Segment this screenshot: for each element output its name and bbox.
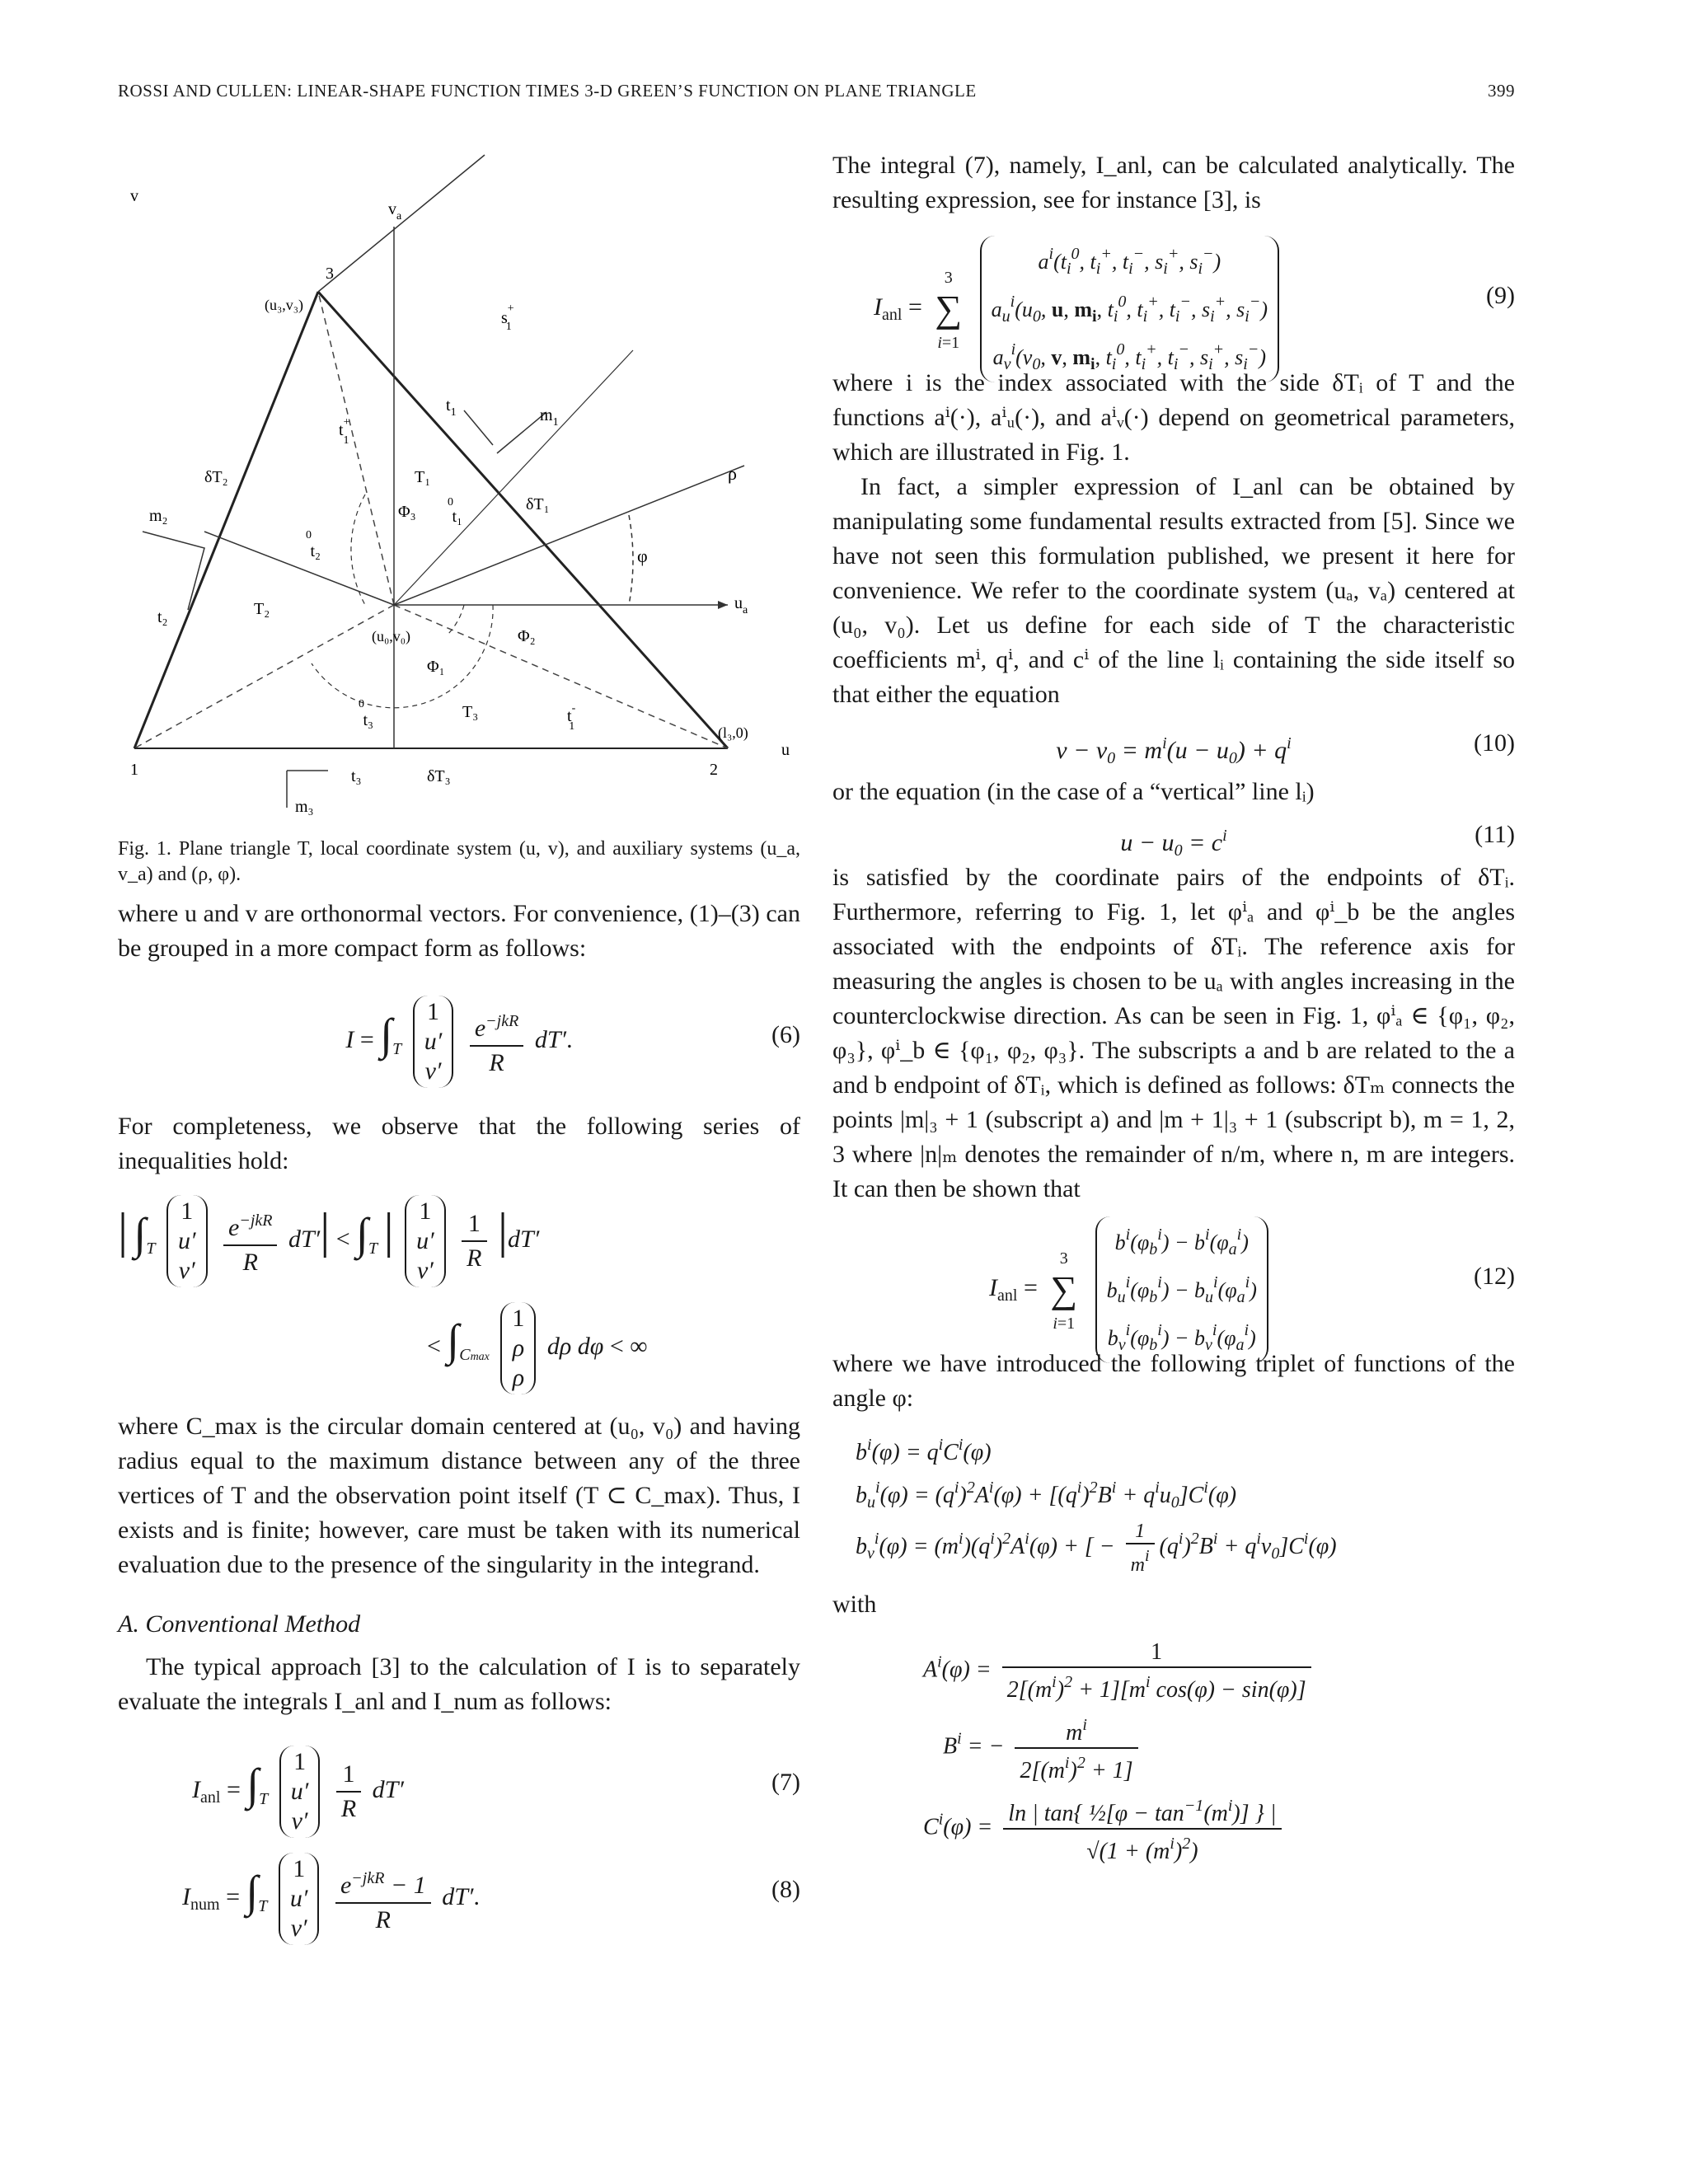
- label-m2: m₂: [149, 507, 168, 525]
- label-T2: T₂: [254, 600, 270, 618]
- t1-arrow: [464, 410, 493, 445]
- label-dT3: δT₃: [427, 767, 451, 785]
- figure-caption: Fig. 1. Plane triangle T, local coordinate system (u, v), and auxiliary systems (u_a, v_a) and (ρ, φ).: [118, 838, 800, 885]
- label-phi2: Φ₂: [518, 627, 536, 645]
- equation-11-body: $u - u_0 = c^i$: [1120, 827, 1227, 860]
- equation-8: [118, 1836, 800, 1943]
- eq8-number: (8): [771, 1876, 800, 1903]
- eq12-number: (12): [1474, 1263, 1515, 1290]
- inequality-line-2: < $\int_{Cmax}$ 1 ρ ρ dρ dφ < ∞: [427, 1302, 648, 1394]
- eq11-number: (11): [1475, 821, 1515, 848]
- page-number: 399: [1488, 81, 1515, 101]
- label-dT2: δT₂: [204, 468, 228, 486]
- inequality-line-1: | $\int_T$ 1 u′ v′ $\frac{e^{-jkR}}{R}$ $dT'| < \int_T$ | 1 u′ v′ $\frac{1}{R}$ |dT′: [118, 1195, 539, 1287]
- b-functions: [832, 1416, 1515, 1576]
- label-l3: (l₃,0): [718, 724, 748, 741]
- figure-1: [118, 148, 800, 885]
- dashed-to-v2: [394, 605, 728, 748]
- left-paragraph-1: where u and v are orthonormal vectors. For convenience, (1)–(3) can be grouped in a more compact form as follows:: [118, 900, 800, 962]
- right-paragraph-3: In fact, a simpler expression of I_anl can be obtained by manipulating some fundamental results extracted from [5]. Since we have not seen this formulation published, we present it here for convenience. We refer to the coordinate system (uₐ, vₐ) centered at (u₀, v₀). Let us define for each side of T the characteristic coefficients mⁱ, qⁱ, and cⁱ of the line lᵢ containing the side itself so that either the equation: [832, 473, 1515, 708]
- label-phi3: Φ₃: [398, 503, 416, 521]
- dashed-to-v1: [134, 605, 394, 748]
- label-t3: t₃: [351, 767, 362, 785]
- triangle-diagram: [118, 148, 800, 832]
- perp-to-dT2: [204, 532, 394, 605]
- section-title: A. Conventional Method: [118, 1610, 361, 1638]
- page-header: [118, 81, 1515, 105]
- abc-functions: [832, 1622, 1515, 1910]
- label-u3v3: (u₃,v₃): [265, 297, 304, 313]
- equation-6: [118, 977, 800, 1093]
- label-vertex-2: 2: [710, 761, 718, 779]
- eq6-integral: $\int_T$: [380, 1010, 402, 1059]
- equation-12-body: $I_{anl} = 3$ ∑ i=1 $b^i(\varphi_b^i) - b^i(\varphi_a^i)$ $b_u^i(\varphi_b^i) - b_u^i(\varphi_a^i)$ $b_v^i(\varphi_b^i) - b_v^i(\varphi_a^i)$: [832, 1207, 1515, 1363]
- eq7-number: (7): [771, 1769, 800, 1796]
- label-t20: t₂0: [306, 529, 321, 560]
- equation-7-body: $I_{anl} = \int_T$ 1 u′ v′ $\frac{1}{R}$ dT′: [118, 1729, 800, 1838]
- right-paragraph-1: The integral (7), namely, I_anl, can be calculated analytically. The resulting expression, see for instance [3], is: [832, 152, 1515, 213]
- label-vertex-3: 3: [326, 265, 334, 283]
- m1-arrow: [497, 412, 546, 453]
- equation-9-body: $I_{anl} = 3$ ∑ i=1 $a^i(t_i^0$, $t_i^+$, $t_i^-$, $s_i^+$, $s_i^-$) $a_u^i(u_0$, u, $m_i$, $t_i^0$, $t_i^+$, $t_i^-$, $s_i^+$, $s_i^-$) $a_v^i(v_0$, v, $m_i$, $t_i^0$, $t_i^+$, $t_i^-$, $s_i^+$, $s_i^-$): [832, 226, 1515, 382]
- equation-9: [832, 226, 1515, 373]
- right-column: [832, 148, 1515, 1910]
- phi3-arc: [351, 494, 365, 605]
- normal-line-dT1: [318, 155, 485, 292]
- label-va: $v_a$: [388, 200, 402, 223]
- label-u0v0: (u₀,v₀): [372, 628, 411, 644]
- label-m1: $m_1$: [540, 406, 559, 429]
- inequality-block: [118, 1187, 800, 1409]
- ua-arrow: [718, 601, 728, 609]
- triangle-side-dT1: [318, 292, 728, 748]
- equation-6-body: $I = \int_T$ 1 u′ v′ $\frac{e^{-jkR}}{R}$ dT′.: [118, 977, 800, 1088]
- left-paragraph-4: The typical approach [3] to the calculation of I is to separately evaluate the integrals I_anl and I_num as follows:: [118, 1653, 800, 1715]
- label-dT1: δT₁: [526, 495, 550, 513]
- label-vertex-1: 1: [130, 761, 138, 779]
- label-t1plus: t+ 1: [339, 416, 350, 447]
- right-paragraph-2: where i is the index associated with the side δTᵢ of T and the functions aⁱ(·), aⁱᵤ(·), and aⁱᵥ(·) depend on geometrical parameters, which are illustrated in Fig. 1.: [832, 369, 1515, 466]
- label-t1: $t_1$: [446, 396, 457, 419]
- label-t30: t₃0: [359, 698, 373, 729]
- eq6-number: (6): [771, 1021, 800, 1048]
- eq10-number: (10): [1474, 729, 1515, 757]
- left-column: [118, 148, 800, 1943]
- equation-10-body: $v - v_0 = m^i(u - u_0) + q^i$: [1056, 734, 1292, 767]
- right-paragraph-5: is satisfied by the coordinate pairs of the endpoints of δTᵢ. Furthermore, referring to Fig. 1, let φⁱₐ and φⁱ_b be the angles associated with the endpoints of δTᵢ. The reference axis for measuring the angles is chosen to be uₐ with angles increasing in the counterclockwise direction. As can be seen in Fig. 1, φⁱₐ ∈ {φ₁, φ₂, φ₃}, φⁱ_b ∈ {φ₁, φ₂, φ₃}. The subscripts a and b are related to the a and b endpoint of δTᵢ, which is defined as follows: δTₘ connects the points |m|₃ + 1 (subscript a) and |m + 1|₃ + 1 (subscript b), m = 1, 2, 3 where |n|ₘ denotes the remainder of n/m, where n, m are integers. It can then be shown that: [832, 864, 1515, 1202]
- label-t1minus: t-1: [567, 702, 576, 733]
- label-phi: φ: [637, 546, 648, 566]
- right-paragraph-7: with: [832, 1591, 877, 1618]
- right-paragraph-4: or the equation (in the case of a “vertical” line lᵢ): [832, 778, 1315, 805]
- equation-11: [832, 809, 1515, 860]
- eq6-fraction: $\frac{e^{-jkR}}{R}$: [470, 1005, 523, 1080]
- left-paragraph-2: For completeness, we observe that the following series of inequalities hold:: [118, 1113, 800, 1174]
- rho-ray: [394, 466, 744, 605]
- label-s1plus: s+ 1: [501, 302, 514, 333]
- eq9-number: (9): [1486, 282, 1515, 309]
- eq6-vector: 1 u′ v′: [413, 996, 454, 1088]
- dashed-to-v3: [318, 292, 394, 605]
- C-function-line: $C^i(\varphi)$ = $\frac{\ln | \tan\{ \frac{1}{2}[\varphi - \tan^{-1}(m^i)] \} |}{√(1 + (m^i)^2)}$: [923, 1792, 1515, 1866]
- label-t2: t₂: [157, 608, 168, 626]
- b-function-line: $b^i(\varphi) = q^iC^i(\varphi)$: [856, 1436, 992, 1465]
- left-paragraph-3: where C_max is the circular domain centered at (u₀, v₀) and having radius equal to the maximum distance between any of the three vertices of T and the observation point itself (T ⊂ C_max). Thus, I exists and is finite; however, care must be taken with its numerical evaluation due to the presence of the singularity in the integrand.: [118, 1413, 800, 1578]
- bu-function-line: $b_u^i(\varphi) = (q^i)^2A^i(\varphi) + [(q^i)^2B^i + q^iu_0]C^i(\varphi)$: [856, 1479, 1237, 1511]
- label-T3: T₃: [462, 703, 479, 721]
- equation-8-body: $I_{num} = \int_T$ 1 u′ v′ $\frac{e^{-jkR} - 1}{R}$ dT′.: [118, 1836, 800, 1945]
- B-function-line: $B^i$ = − $\frac{m^i}{2[(m^i)^2 + 1]}$: [923, 1711, 1515, 1785]
- label-rho: ρ: [728, 463, 737, 484]
- label-T1: T₁: [415, 468, 431, 486]
- equation-7: [118, 1729, 800, 1836]
- phi-arc: [629, 515, 633, 605]
- label-m3: m₃: [295, 798, 314, 816]
- label-v: v: [130, 187, 138, 205]
- label-phi1: Φ₁: [427, 658, 445, 676]
- running-title: ROSSI AND CULLEN: LINEAR-SHAPE FUNCTION TIMES 3-D GREEN’S FUNCTION ON PLANE TRIANGLE: [118, 81, 977, 101]
- bv-function-line: $b_v^i(\varphi) = (m^i)(q^i)^2A^i(\varphi)$ + [ − $\frac{1}{m^i}$ $(q^i)^2B^i + q^iv_0]C^i(\varphi)$: [856, 1521, 1337, 1576]
- label-ua: $u_a$: [734, 594, 748, 616]
- equation-10: [832, 712, 1515, 775]
- eq6-lhs: I: [345, 1025, 354, 1053]
- phi1-arc: [312, 605, 493, 708]
- equation-12: [832, 1207, 1515, 1354]
- A-function-line: $A^i(\varphi)$ = $\frac{1}{2[(m^i)^2 + 1][m^i \cos(\varphi) - \sin(\varphi)]}$: [923, 1638, 1515, 1704]
- label-u: u: [781, 741, 790, 759]
- right-paragraph-6: where we have introduced the following triplet of functions of the angle φ:: [832, 1350, 1515, 1412]
- phi2-arc: [448, 605, 464, 635]
- label-t10: t₁0: [448, 496, 462, 526]
